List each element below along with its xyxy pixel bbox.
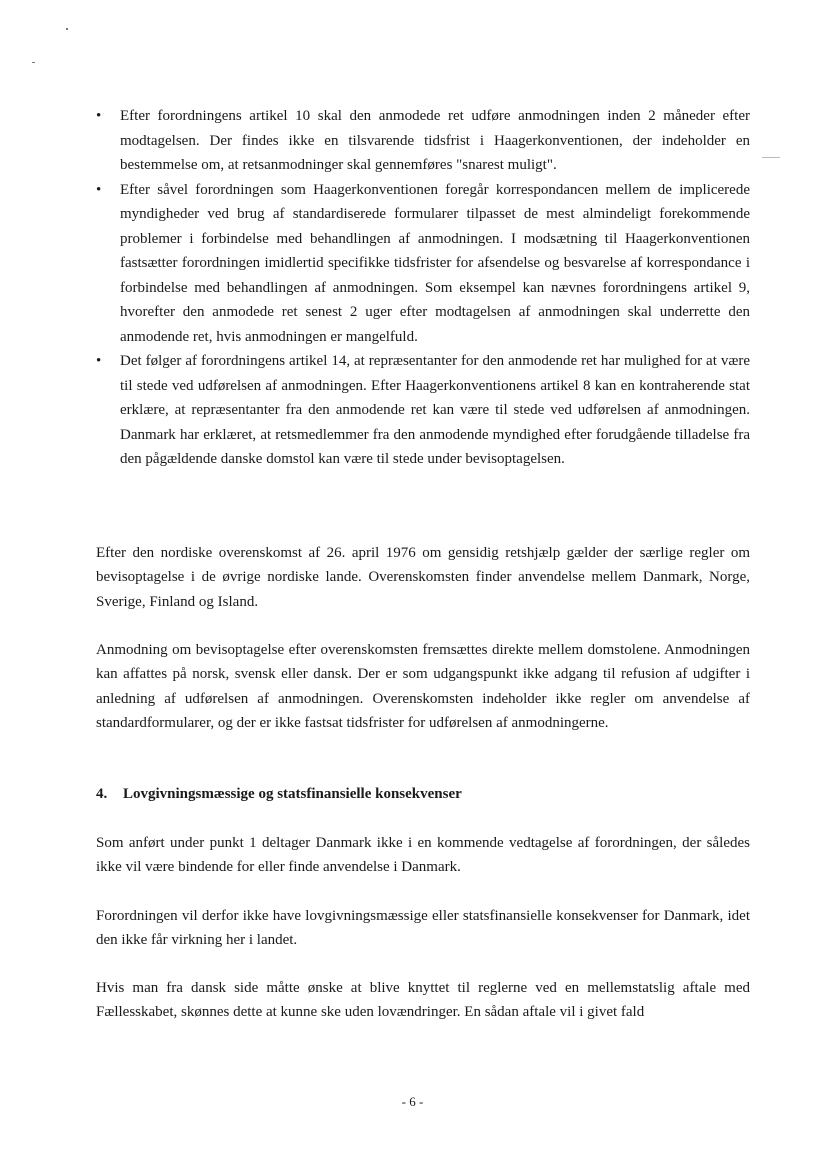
- paragraph-participation: Som anført under punkt 1 deltager Danmark ikke i en kommende vedtagelse af forordningen, der således ikke vil være bindende for eller finde anvendelse i Danmark.: [96, 835, 750, 876]
- bullet-icon: •: [96, 353, 102, 369]
- scan-speck: [762, 157, 780, 158]
- scan-speck: [32, 62, 35, 63]
- bullet-text: Efter forordningens artikel 10 skal den anmodede ret udføre anmodningen inden 2 måneder efter modtagelsen. Der findes ikke en tilsvarende tidsfrist i Haagerkonventionen, der indeholder en bestemmelse om, at retsanmodninger skal gennemføres "snarest muligt".: [120, 108, 750, 173]
- paragraph-request-procedure: Anmodning om bevisoptagelse efter overenskomsten fremsættes direkte mellem domstolene. Anmodningen kan affattes på norsk, svensk eller dansk. Der er som udgangspunkt ikke adgang til refusion af udgifter i anledning af udførelsen af anmodningen. Overenskomsten indeholder ikke regler om anvendelse af standardformularer, og der er ikke fastsat tidsfrister for udførelsen af anmodningerne.: [96, 642, 750, 731]
- section-heading: [96, 782, 462, 806]
- bullet-text: Det følger af forordningens artikel 14, at repræsentanter for den anmodende ret har mulighed for at være til stede ved udførelsen af anmodningen. Efter Haagerkonventionens artikel 8 kan en kontraherende stat erklære, at repræsentanter fra den anmodende ret kan være til stede ved udførelsen af anmodningen. Danmark har erklæret, at retsmedlemmer fra den anmodende myndighed efter forudgående tilladelse fra den pågældende danske domstol kan være til stede under bevisoptagelsen.: [120, 353, 750, 467]
- bullet-item: [96, 178, 750, 350]
- section-title: Lovgivningsmæssige og statsfinansielle konsekvenser: [123, 786, 462, 802]
- scan-speck: [66, 28, 68, 30]
- bullet-item: [96, 104, 750, 178]
- bullet-icon: •: [96, 108, 102, 124]
- bullet-item: [96, 349, 750, 472]
- paragraph-agreement: Hvis man fra dansk side måtte ønske at blive knyttet til reglerne ved en mellemstatslig aftale med Fællesskabet, skønnes dette at kunne ske uden lovændringer. En sådan aftale vil i givet fald: [96, 980, 750, 1021]
- bullet-list: [96, 104, 750, 472]
- page-number: - 6 -: [401, 1094, 424, 1109]
- paragraph-nordic-agreement: Efter den nordiske overenskomst af 26. april 1976 om gensidig retshjælp gælder der særlige regler om bevisoptagelse i de øvrige nordiske lande. Overenskomsten finder anvendelse mellem Danmark, Norge, Sverige, Finland og Island.: [96, 545, 750, 610]
- bullet-icon: •: [96, 181, 102, 198]
- bullet-text: Efter såvel forordningen som Haagerkonventionen foregår korrespondancen mellem de implicerede myndigheder ved brug af standardiserede formularer tilpasset de mest almindeligt forekommende problemer i forbindelse med behandlingen af anmodningen. I modsætning til Haagerkonventionen fastsætter forordningen imidlertid specifikke tidsfrister for afsendelse og besvarelse af korrespondance i forbindelse med behandlingen af anmodningen. Som eksempel kan nævnes forordningens artikel 9, hvorefter den anmodede ret senest 2 uger efter modtagelsen af anmodningen skal underrette den anmodende ret, hvis anmodningen er mangelfuld.: [120, 181, 750, 345]
- paragraph-consequences: Forordningen vil derfor ikke have lovgivningsmæssige eller statsfinansielle konsekvenser for Danmark, idet den ikke får virkning her i landet.: [96, 908, 750, 949]
- section-number: 4.: [96, 786, 108, 802]
